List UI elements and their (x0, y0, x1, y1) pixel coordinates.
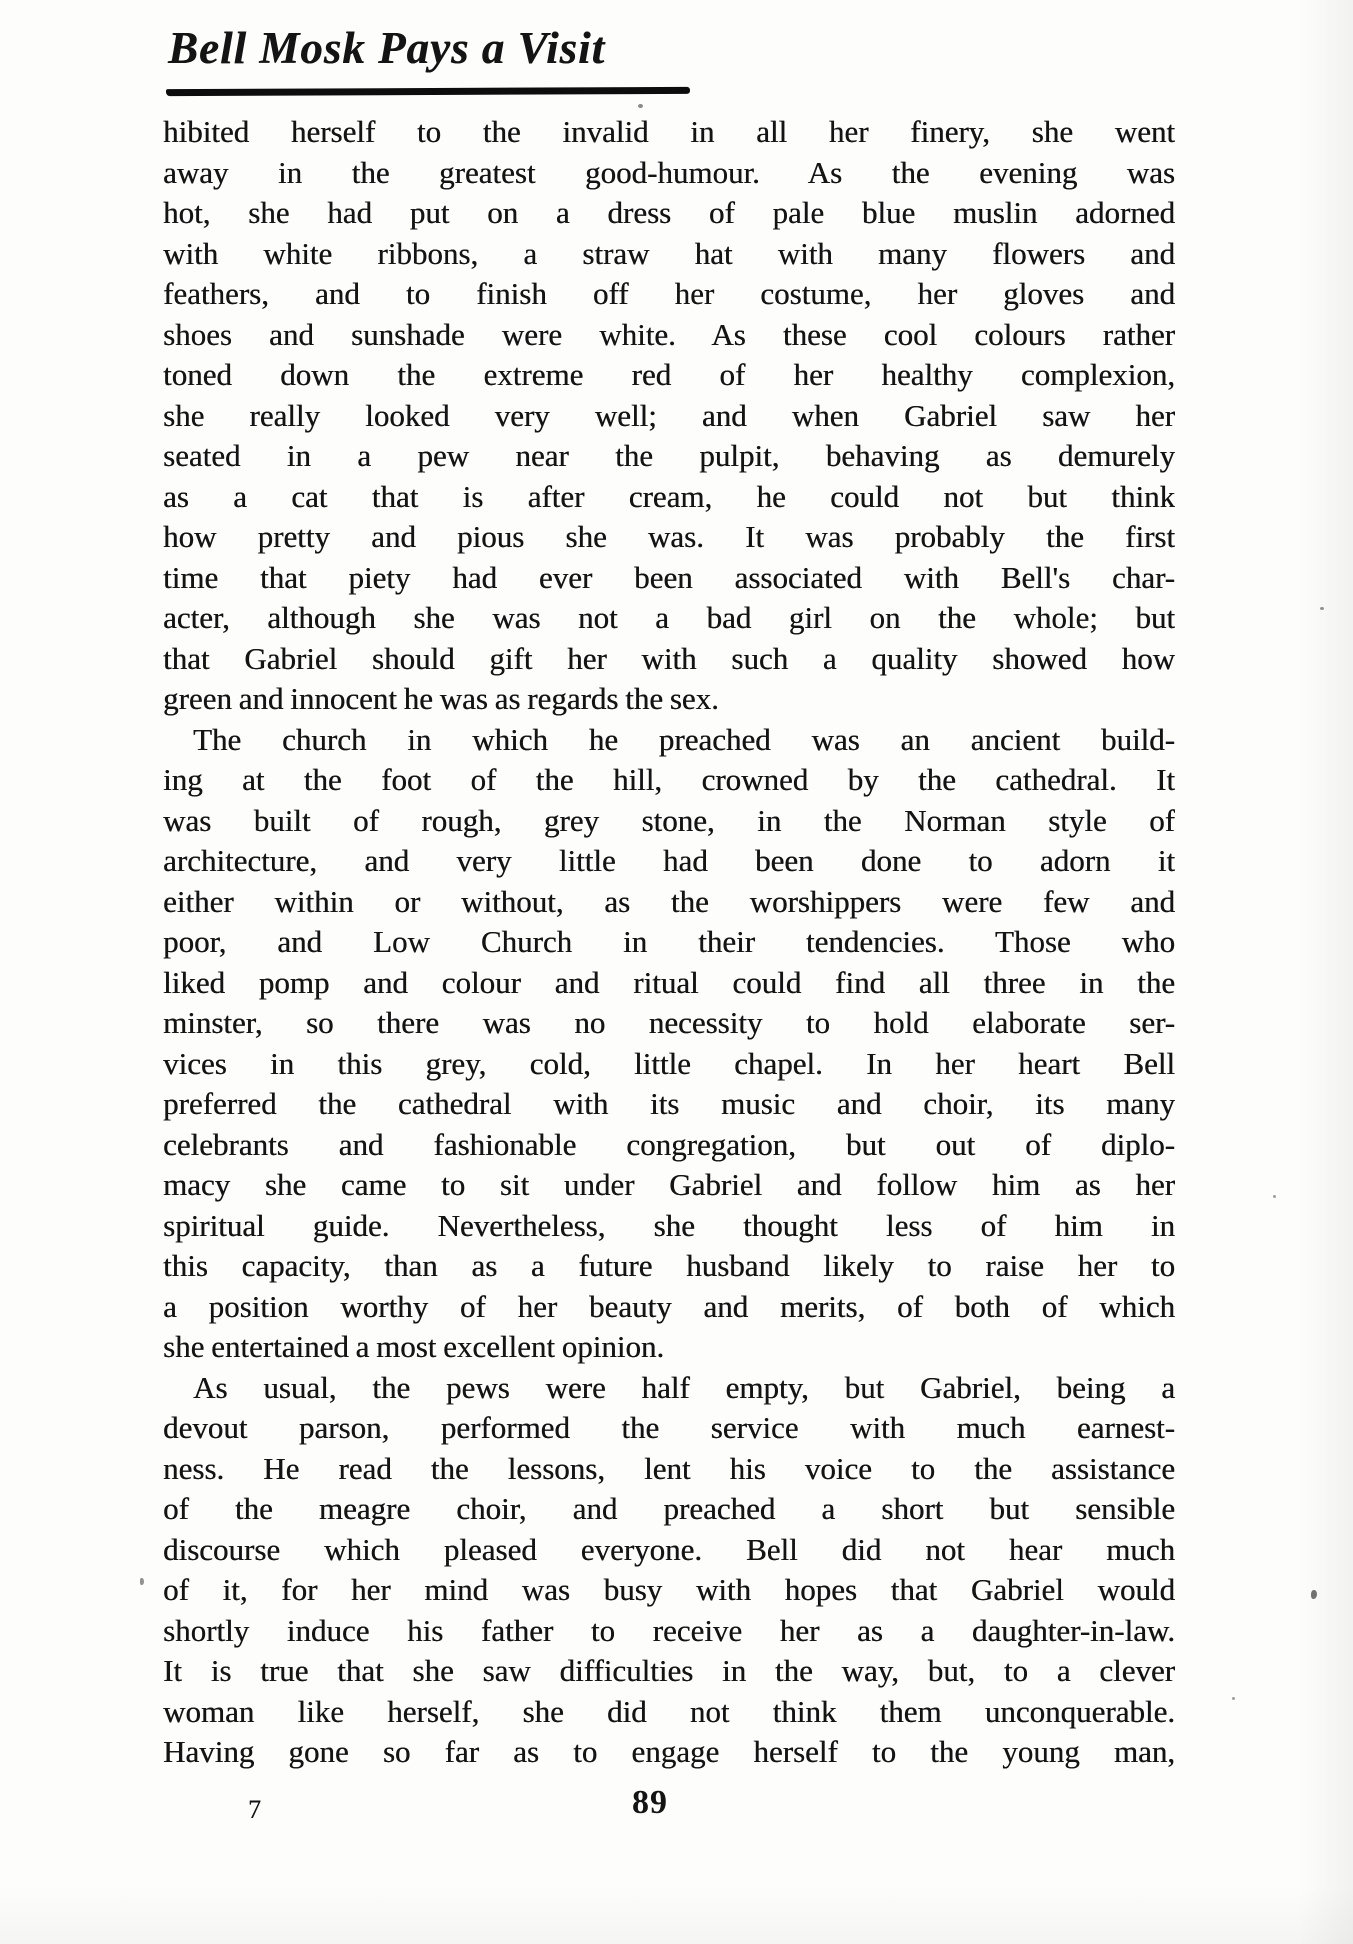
text-line: either within or without, as the worshippers were few and (163, 883, 1175, 919)
text-line: how pretty and pious she was. It was probably the first (163, 519, 1175, 554)
text-line: shoes and sunshade were white. As these cool colours rather (163, 316, 1175, 352)
text-line: poor, and Low Church in their tendencies. Those who (163, 924, 1175, 959)
text-line: preferred the cathedral with its music and choir, its many (163, 1086, 1175, 1121)
scan-speck (140, 1578, 144, 1585)
text-line: as a cat that is after cream, he could not but think (163, 478, 1175, 514)
text-line: she really looked very well; and when Gabriel saw her (163, 397, 1175, 433)
text-line: Having gone so far as to engage herself to the young man, (163, 1734, 1175, 1769)
text-line: green and innocent he was as regards the sex. (163, 681, 719, 716)
text-line: was built of rough, grey stone, in the Norman style of (163, 802, 1175, 838)
scan-speck (638, 104, 643, 108)
text-line: ness. He read the lessons, lent his voice to the assistance (163, 1450, 1175, 1486)
text-line: hot, she had put on a dress of pale blue muslin adorned (163, 195, 1175, 230)
text-line: vices in this grey, cold, little chapel. In her heart Bell (163, 1045, 1175, 1081)
scan-speck (1232, 1697, 1235, 1700)
text-line: liked pomp and colour and ritual could find all three in the (163, 964, 1175, 1000)
signature-mark: 7 (248, 1795, 261, 1824)
text-line: woman like herself, she did not think them unconquerable. (163, 1693, 1175, 1729)
text-line: hibited herself to the invalid in all her finery, she went (163, 114, 1175, 149)
text-line: devout parson, performed the service with much earnest- (163, 1410, 1175, 1445)
text-line: she entertained a most excellent opinion. (163, 1329, 665, 1364)
text-line: of it, for her mind was busy with hopes that Gabriel would (163, 1572, 1175, 1607)
text-line: time that piety had ever been associated with Bell's char- (163, 559, 1175, 595)
text-line: spiritual guide. Nevertheless, she thought less of him in (163, 1207, 1175, 1243)
page-number: 89 (632, 1784, 668, 1821)
text-line: a position worthy of her beauty and merits, of both of which (163, 1288, 1175, 1324)
text-line: seated in a pew near the pulpit, behaving as demurely (163, 438, 1175, 473)
text-line: this capacity, than as a future husband likely to raise her to (163, 1248, 1175, 1283)
text-line: macy she came to sit under Gabriel and follow him as her (163, 1167, 1175, 1202)
scan-speck (1320, 607, 1324, 610)
text-line: It is true that she saw difficulties in the way, but, to a clever (163, 1653, 1175, 1688)
text-line: architecture, and very little had been done to adorn it (163, 843, 1175, 878)
text-line: celebrants and fashionable congregation, but out of diplo- (163, 1126, 1175, 1162)
text-line: shortly induce his father to receive her as a daughter-in-law. (163, 1612, 1175, 1648)
scan-speck (1311, 1590, 1317, 1599)
text-line: feathers, and to finish off her costume, her gloves and (163, 276, 1175, 311)
text-line: that Gabriel should gift her with such a quality showed how (163, 640, 1175, 676)
body-text (163, 112, 1175, 1773)
page-title: Bell Mosk Pays a Visit (168, 23, 606, 73)
text-line: minster, so there was no necessity to hold elaborate ser- (163, 1005, 1175, 1040)
text-line: away in the greatest good-humour. As the evening was (163, 154, 1175, 190)
text-line: The church in which he preached was an ancient build- (193, 721, 1175, 757)
title-underline (166, 87, 690, 96)
text-line: As usual, the pews were half empty, but Gabriel, being a (193, 1369, 1175, 1405)
text-line: toned down the extreme red of her healthy complexion, (163, 357, 1175, 392)
text-line: discourse which pleased everyone. Bell did not hear much (163, 1531, 1175, 1567)
scan-speck (1273, 1195, 1276, 1198)
text-line: ing at the foot of the hill, crowned by the cathedral. It (163, 762, 1175, 797)
text-line: with white ribbons, a straw hat with many flowers and (163, 235, 1175, 271)
text-line: acter, although she was not a bad girl on the whole; but (163, 600, 1175, 635)
text-line: of the meagre choir, and preached a short but sensible (163, 1491, 1175, 1526)
